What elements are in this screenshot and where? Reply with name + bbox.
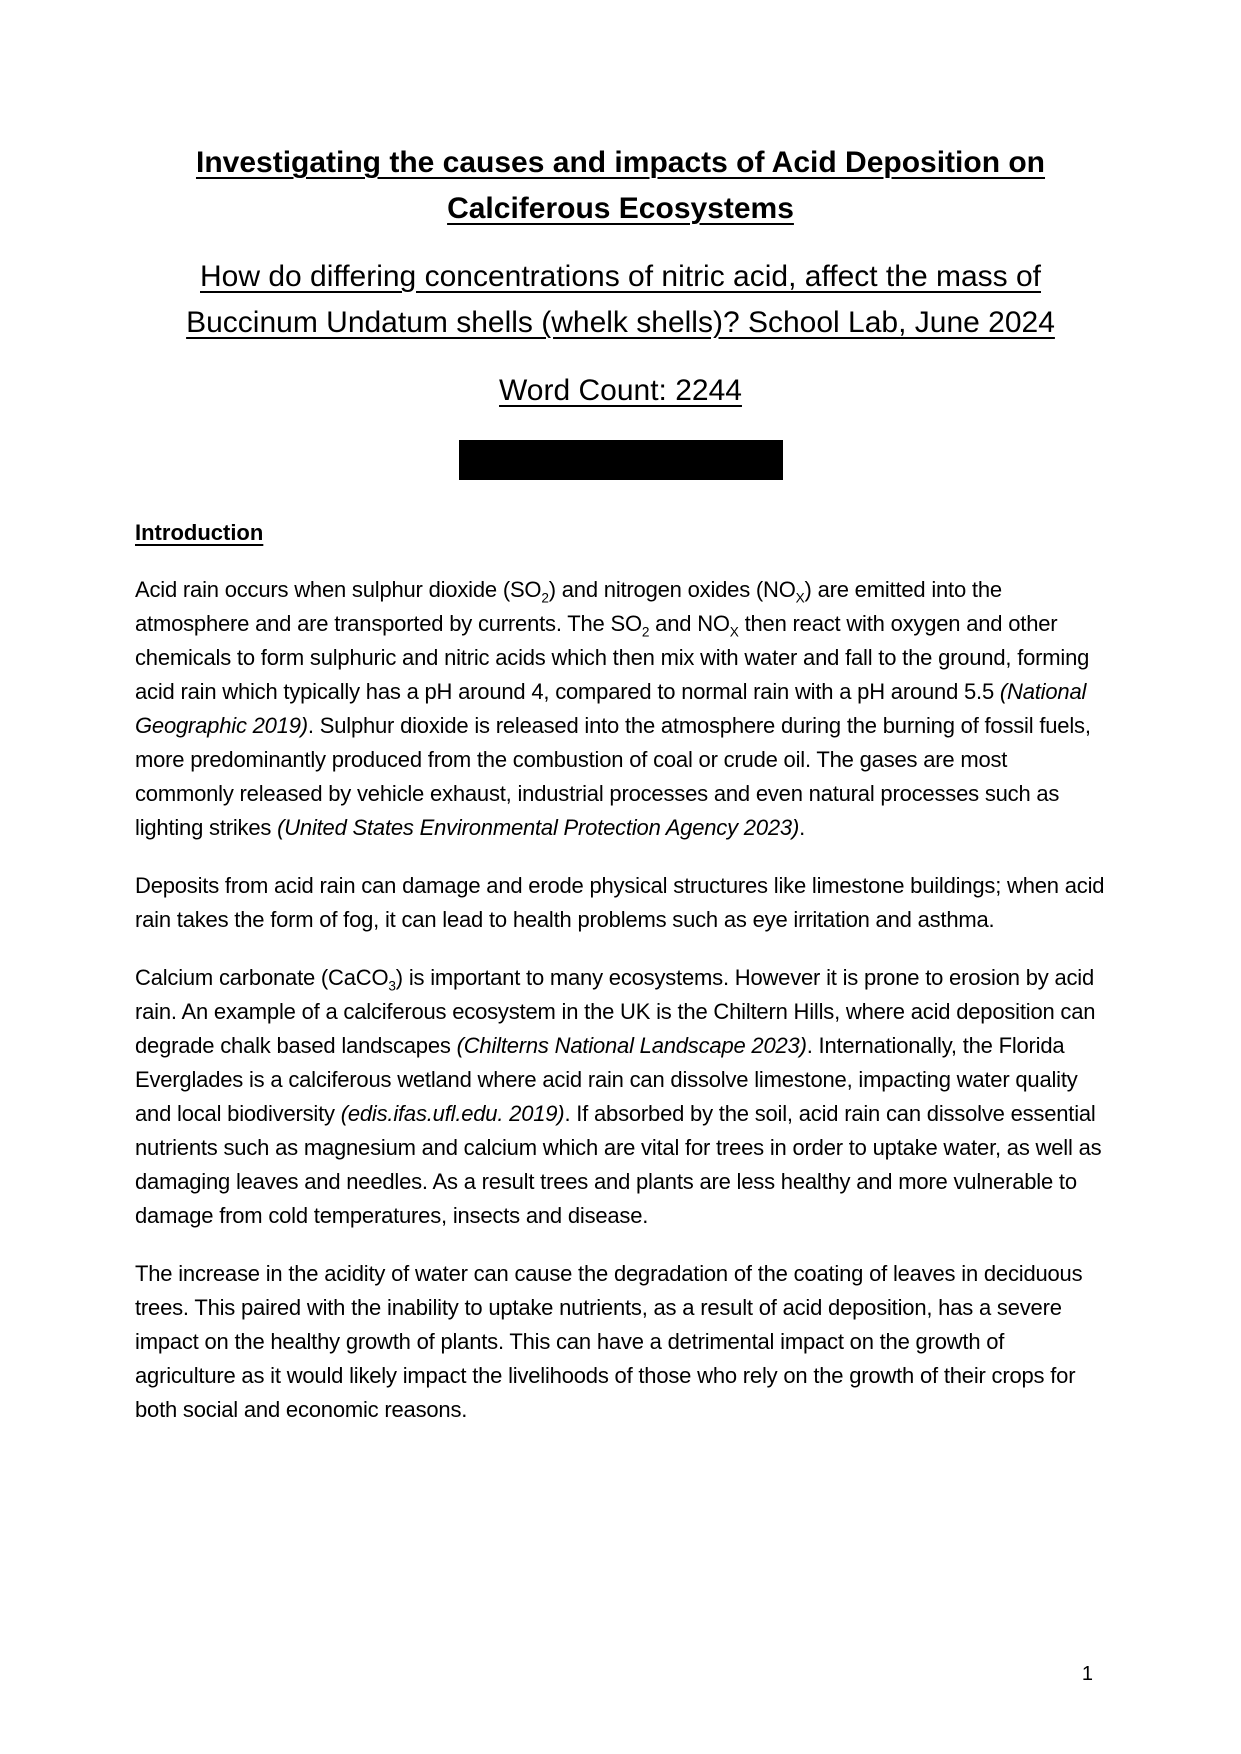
document-title: Investigating the causes and impacts of Acid Deposition on Calciferous Ecosystems	[195, 146, 1046, 225]
paragraph	[135, 869, 1106, 937]
citation-text: (edis.ifas.ufl.edu. 2019)	[340, 1101, 565, 1126]
body-text-run: . Internationally, the Florida Everglades is a calciferous wetland where acid rain can dissolve limestone, impacting water quality and local biodiversity	[135, 1033, 1078, 1126]
introduction-body	[135, 573, 1106, 1427]
body-text-run: Deposits from acid rain can damage and erode physical structures like limestone buildings; when acid rain takes the form of fog, it can lead to health problems such as eye irritation and asthma.	[135, 873, 1105, 932]
citation-text: (United States Environmental Protection Agency 2023)	[277, 815, 800, 840]
paragraph	[135, 1257, 1106, 1427]
body-text-run: and NO	[649, 611, 730, 636]
body-text-run: ) is important to many ecosystems. However it is prone to erosion by acid rain. An example of a calciferous ecosystem in the UK is the Chiltern Hills, where acid deposition can degrade chalk based landscapes	[135, 965, 1096, 1058]
paragraph	[135, 961, 1106, 1233]
subscript-text: 3	[388, 978, 396, 994]
page-number: 1	[1081, 1663, 1093, 1685]
body-text-run: then react with oxygen and other chemicals to form sulphuric and nitric acids which then mix with water and fall to the ground, forming acid rain which typically has a pH around 4, compared to normal rain with a pH around 5.5	[135, 611, 1090, 704]
body-text-run: ) are emitted into the atmosphere and are transported by currents. The SO	[135, 577, 1002, 636]
paragraph	[135, 573, 1106, 845]
research-question-subtitle: How do differing concentrations of nitric acid, affect the mass of Buccinum Undatum shells (whelk shells)? School Lab, June 2024	[186, 260, 1055, 339]
citation-text: (National Geographic 2019)	[135, 679, 1087, 738]
body-text-run: . Sulphur dioxide is released into the atmosphere during the burning of fossil fuels, more predominantly produced from the combustion of coal or crude oil. The gases are most commonly released by vehicle exhaust, industrial processes and even natural processes such as lighting strikes	[135, 713, 1091, 840]
subscript-text: X	[795, 590, 805, 606]
citation-text: (Chilterns National Landscape 2023)	[456, 1033, 807, 1058]
redacted-author-bar	[459, 440, 783, 480]
subscript-text: X	[729, 624, 739, 640]
body-text-run: Calcium carbonate (CaCO	[135, 965, 389, 990]
subscript-text: 2	[541, 590, 549, 606]
body-text-run: .	[799, 815, 805, 840]
body-text-run: Acid rain occurs when sulphur dioxide (SO	[135, 577, 542, 602]
subscript-text: 2	[641, 624, 650, 640]
body-text-run: ) and nitrogen oxides (NO	[548, 577, 796, 602]
body-text-run: . If absorbed by the soil, acid rain can dissolve essential nutrients such as magnesium and calcium which are vital for trees in order to uptake water, as well as damaging leaves and needles. As a result trees and plants are less healthy and more vulnerable to damage from cold temperatures, insects and disease.	[135, 1101, 1102, 1228]
section-heading-introduction: Introduction	[135, 520, 264, 545]
body-text-run: The increase in the acidity of water can cause the degradation of the coating of leaves in deciduous trees. This paired with the inability to uptake nutrients, as a result of acid deposition, has a severe impact on the healthy growth of plants. This can have a detrimental impact on the growth of agriculture as it would likely impact the livelihoods of those who rely on the growth of their crops for both social and economic reasons.	[135, 1261, 1083, 1422]
word-count: Word Count: 2244	[499, 374, 742, 407]
